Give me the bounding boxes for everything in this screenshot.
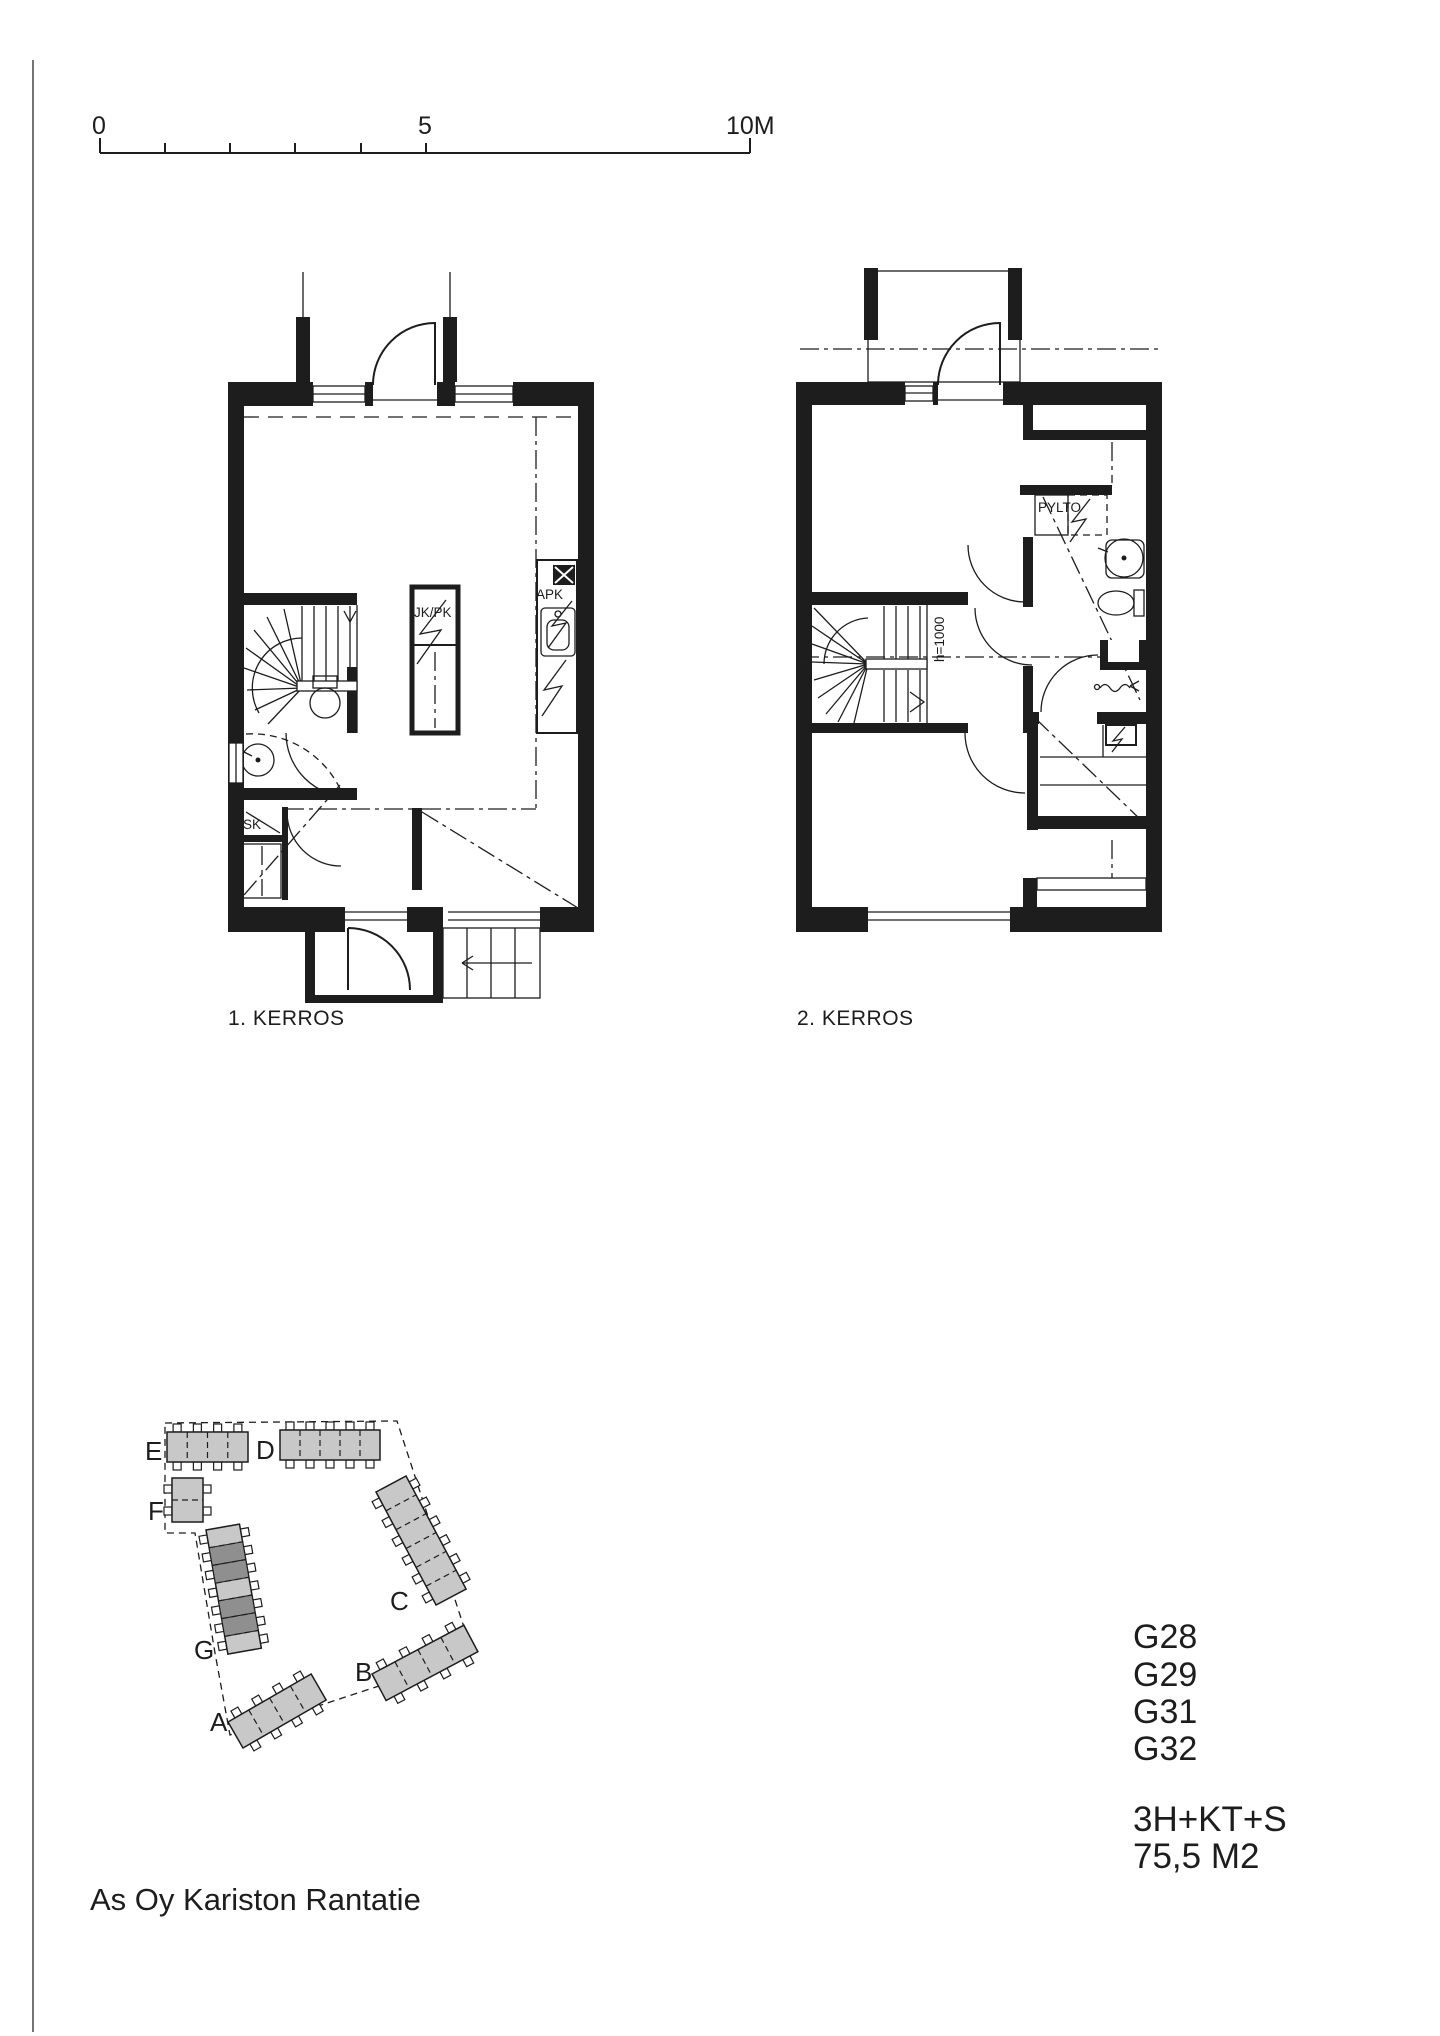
site-letter-a: A: [210, 1707, 228, 1737]
unit-number: G32: [1133, 1730, 1198, 1768]
stair-direction-arrow: [910, 692, 924, 712]
sauna-benches: [1040, 725, 1146, 785]
building-b: [368, 1618, 481, 1707]
site-letter-g: G: [194, 1635, 215, 1665]
bedroom2-door-arc: [965, 733, 1025, 793]
wc-door-arc: [286, 733, 350, 797]
kitchen-counter: [537, 560, 577, 733]
building-e: [167, 1424, 248, 1470]
apartment-area: 75,5 M2: [1133, 1837, 1260, 1876]
floor1-staircase: [244, 605, 357, 733]
building-a: [224, 1667, 330, 1755]
site-letter-d: D: [256, 1435, 275, 1465]
label-fridge-freezer: JK/PK: [414, 605, 452, 620]
bedroom1-door-arc: [968, 545, 1025, 602]
label-railing-height: h=1000: [932, 616, 947, 662]
electrical-zigzag: [542, 660, 566, 716]
unit-number: G31: [1133, 1693, 1198, 1731]
toilet-tank-icon: [1134, 590, 1144, 616]
building-d: [280, 1422, 380, 1468]
label-laundry-tower: PYLTO: [1038, 500, 1082, 515]
party-wall-lines: [303, 272, 450, 317]
sauna-door-arc: [1041, 655, 1098, 712]
building-f: [164, 1478, 211, 1522]
site-letter-f: F: [148, 1496, 164, 1526]
floor2-bathroom: [1043, 497, 1147, 700]
floor1-entry-door: [373, 323, 437, 400]
scale-tick-5: 5: [418, 112, 432, 140]
floor2-walls: [796, 268, 1162, 932]
floor1-title: 1. KERROS: [228, 1007, 345, 1030]
label-dishwasher: APK: [536, 587, 564, 602]
scale-tick-10m: 10M: [726, 112, 775, 140]
floor2-staircase: [812, 605, 927, 723]
kitchen-sink-icon: [541, 608, 575, 656]
floor2-balcony: [868, 271, 1020, 401]
label-cleaning-closet: SK: [243, 817, 262, 832]
site-letter-c: C: [390, 1586, 409, 1616]
floor-drain-icon: [1095, 685, 1100, 690]
unit-number: G28: [1133, 1618, 1198, 1656]
site-letter-b: B: [355, 1657, 373, 1687]
site-letter-e: E: [145, 1436, 163, 1466]
unit-number: G29: [1133, 1656, 1198, 1694]
layout-type: 3H+KT+S: [1133, 1800, 1287, 1839]
scale-tick-0: 0: [92, 112, 106, 140]
toilet-icon: [1098, 591, 1134, 615]
site-plan: [145, 1421, 482, 1755]
apartment-info: [1133, 1618, 1287, 1876]
floor2-sauna: [1035, 718, 1146, 890]
steps-arrow: [462, 956, 532, 970]
floor-plan-1: [228, 272, 594, 1030]
building-c: [369, 1472, 473, 1608]
floor-plan-2: [796, 268, 1162, 1030]
sauna-stove-icon: [1106, 725, 1136, 745]
floor2-bottom-window: [868, 912, 1010, 920]
floor2-title: 2. KERROS: [797, 1007, 914, 1030]
balcony-door-arc: [938, 323, 1000, 385]
project-title: As Oy Kariston Rantatie: [90, 1882, 421, 1917]
floor1-hall-door-arc: [287, 812, 341, 866]
scale-bar: [92, 112, 775, 153]
toilet-icon: [310, 688, 340, 718]
